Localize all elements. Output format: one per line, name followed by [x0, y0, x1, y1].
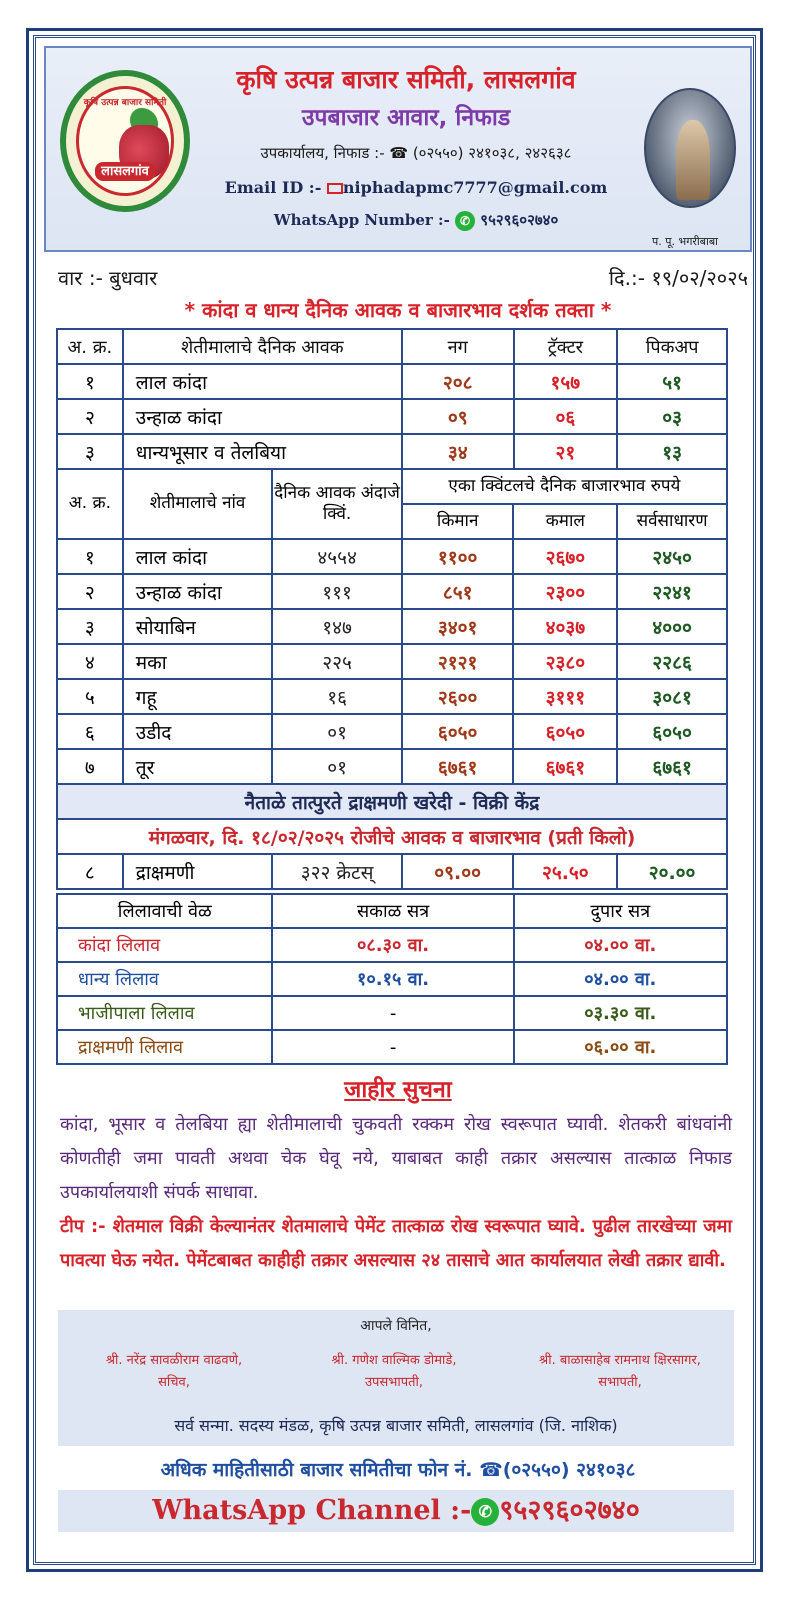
arrivals-header-cell: नग — [402, 329, 514, 364]
logo-arc-text: कृषि उत्पन्न बाजार समिती — [83, 98, 167, 108]
auction-name: भाजीपाला लिलाव — [57, 996, 272, 1030]
auction-name: कांदा लिलाव — [57, 928, 272, 962]
date-label: दि.:- १९/०२/२०२५ — [608, 266, 748, 290]
header-banner — [44, 46, 752, 252]
morning-time: - — [272, 1030, 513, 1064]
tractor-count: ०६ — [514, 399, 618, 434]
arrival-qty: ३२२ क्रेटस् — [272, 854, 402, 889]
page-title: कृषि उत्पन्न बाजार समिती, लासलगांव — [236, 65, 576, 94]
row-number: ७ — [57, 749, 123, 784]
row-number: १ — [57, 364, 123, 399]
whatsapp-number[interactable]: ९५२९६०२७४० — [480, 211, 559, 229]
notice-title: जाहीर सुचना — [344, 1077, 452, 1103]
row-number: ५ — [57, 679, 123, 714]
min-price: ३४०१ — [402, 609, 514, 644]
channel-number[interactable]: ९५२९६०२७४० — [499, 1495, 640, 1526]
prices-header-avg: सर्वसाधारण — [617, 504, 727, 539]
arrival-qty: ०१ — [272, 714, 402, 749]
arrivals-table — [56, 328, 728, 470]
row-number: ३ — [57, 434, 123, 469]
table-row — [57, 644, 727, 679]
notice-tip: टीप :- शेतमाल विक्री केल्यानंतर शेतमालाचे पेमेंट तात्काळ रोख स्वरूपात घ्यावे. पुढील तारखेच्या जमा पावत्या घेऊ नयेत. पेमेंटबाबत काहीही तक्रार असल्यास २४ तासाचे आत कार्यालयात लेखी तक्रार द्यावी. — [60, 1216, 732, 1271]
signature-head: आपले विनित, — [360, 1318, 432, 1334]
email-line — [196, 178, 636, 197]
row-number: ८ — [57, 854, 123, 889]
contact-line[interactable]: अधिक माहितीसाठी बाजार समितीचा फोन नं. ☎(०२५५०) २४१०३८ — [160, 1459, 636, 1481]
min-price: ८५१ — [402, 574, 514, 609]
table-row — [57, 364, 727, 399]
max-price: ४०३७ — [513, 609, 617, 644]
morning-time: १०.१५ वा. — [272, 962, 513, 996]
commodity-name: तूर — [123, 749, 273, 784]
max-price: २६७० — [513, 539, 617, 574]
grape-date-title: मंगळवार, दि. १८/०२/२०२५ रोजीचे आवक व बाजारभाव (प्रती किलो) — [57, 819, 727, 854]
row-number: ६ — [57, 714, 123, 749]
table-row — [57, 539, 727, 574]
table-row — [57, 574, 727, 609]
max-price: ६७६१ — [513, 749, 617, 784]
auction-name: द्राक्षमणी लिलाव — [57, 1030, 272, 1064]
prices-header-max: कमाल — [513, 504, 617, 539]
table-row — [57, 749, 727, 784]
photo-caption: प. पू. भगरीबाबा — [651, 235, 719, 248]
auction-name: धान्य लिलाव — [57, 962, 272, 996]
table-row — [57, 679, 727, 714]
arrivals-header-row — [57, 329, 727, 364]
nag-count: ३४ — [402, 434, 514, 469]
whatsapp-label: WhatsApp Number :- — [273, 211, 456, 229]
signature-role: सचिव, — [158, 1375, 190, 1390]
signature-role: उपसभापती, — [364, 1375, 424, 1390]
commodity-name: सोयाबिन — [123, 609, 273, 644]
morning-time: - — [272, 996, 513, 1030]
min-price: ६७६१ — [402, 749, 514, 784]
tractor-count: २१ — [514, 434, 618, 469]
afternoon-time: ०४.०० वा. — [514, 928, 727, 962]
max-price: २५.५० — [513, 854, 617, 889]
signature-secretary — [64, 1350, 284, 1394]
logo-text: लासलगांव — [95, 162, 155, 181]
row-number: २ — [57, 574, 123, 609]
prices-table — [56, 468, 728, 890]
commodity-name: उन्हाळ कांदा — [123, 399, 402, 434]
commodity-name: द्राक्षमणी — [123, 854, 273, 889]
auction-header-row — [57, 894, 727, 928]
tractor-count: १५७ — [514, 364, 618, 399]
avg-price: ४००० — [617, 609, 727, 644]
afternoon-time: ०३.३० वा. — [514, 996, 727, 1030]
grape-center-title: नैताळे तात्पुरते द्राक्षमणी खरेदी - विक्री केंद्र — [57, 784, 727, 819]
poster-frame — [26, 28, 763, 1572]
signature-vice-chairman — [284, 1350, 504, 1394]
commodity-name: मका — [123, 644, 273, 679]
mail-icon — [327, 183, 343, 194]
email-label: Email ID :- — [224, 178, 327, 197]
afternoon-time: ०४.०० वा. — [514, 962, 727, 996]
avg-price: ६०५० — [617, 714, 727, 749]
notice-body: कांदा, भूसार व तेलबिया ह्या शेतीमालाची चुकवती रक्कम रोख स्वरूपात घ्यावी. शेतकरी बांधवांनी कोणतीही जमा पावती अथवा चेक घेवू नये, याबाबत काही तक्रार असल्यास तात्काळ निफाड उपकार्यालयाशी संपर्क साधावा. — [60, 1114, 732, 1203]
pickup-count: १३ — [617, 434, 727, 469]
arrival-qty: ०१ — [272, 749, 402, 784]
row-number: १ — [57, 539, 123, 574]
auction-header-cell: दुपार सत्र — [514, 894, 727, 928]
row-number: २ — [57, 399, 123, 434]
arrival-qty: २२५ — [272, 644, 402, 679]
board-title: * कांदा व धान्य दैनिक आवक व बाजारभाव दर्शक तक्ता * — [184, 298, 612, 322]
table-row — [57, 609, 727, 644]
office-phone: उपकार्यालय, निफाड :- ☎ (०२५५०) २४१०३८, २४२६३८ — [260, 144, 572, 162]
logo-ring — [76, 86, 174, 196]
page-subtitle: उपबाजार आवार, निफाड — [301, 105, 511, 131]
arrivals-header-cell: शेतीमालाचे दैनिक आवक — [123, 329, 402, 364]
row-number: ४ — [57, 644, 123, 679]
prices-header-no: अ. क्र. — [57, 469, 123, 539]
pickup-count: ०३ — [617, 399, 727, 434]
max-price: ६०५० — [513, 714, 617, 749]
table-row — [57, 714, 727, 749]
min-price: २१२१ — [402, 644, 514, 679]
signature-name: श्री. नरेंद्र सावळीराम वाढवणे, — [105, 1353, 243, 1368]
whatsapp-channel[interactable] — [58, 1490, 734, 1532]
avg-price: ३०८१ — [617, 679, 727, 714]
grape-date-band — [57, 819, 727, 854]
auction-table — [56, 893, 728, 1065]
prices-header-min: किमान — [402, 504, 514, 539]
commodity-name: लाल कांदा — [123, 539, 273, 574]
min-price: ११०० — [402, 539, 514, 574]
nag-count: ०९ — [402, 399, 514, 434]
signature-chairman — [510, 1350, 730, 1394]
email-address[interactable]: niphadapmc7777@gmail.com — [342, 178, 608, 197]
table-row — [57, 854, 727, 889]
photo-figure — [676, 120, 710, 200]
table-row — [57, 996, 727, 1030]
auction-header-cell: लिलावाची वेळ — [57, 894, 272, 928]
auction-header-cell: सकाळ सत्र — [272, 894, 513, 928]
max-price: २३०० — [513, 574, 617, 609]
signature-role: सभापती, — [598, 1375, 642, 1390]
commodity-name: उन्हाळ कांदा — [123, 574, 273, 609]
arrivals-header-cell: पिकअप — [617, 329, 727, 364]
table-row — [57, 1030, 727, 1064]
prices-header-row — [57, 469, 727, 504]
max-price: २३८० — [513, 644, 617, 679]
avg-price: २२४१ — [617, 574, 727, 609]
avg-price: ६७६१ — [617, 749, 727, 784]
arrival-qty: १४७ — [272, 609, 402, 644]
afternoon-time: ०६.०० वा. — [514, 1030, 727, 1064]
whatsapp-line — [196, 210, 636, 231]
prices-header-rate: एका क्विंटलचे दैनिक बाजारभाव रुपये — [402, 469, 727, 504]
signature-box — [58, 1310, 734, 1446]
arrival-qty: १६ — [272, 679, 402, 714]
signature-name: श्री. बाळासाहेब रामनाथ क्षिरसागर, — [539, 1353, 701, 1368]
grape-center-band — [57, 784, 727, 819]
poster-inner-frame — [33, 35, 756, 1565]
whatsapp-icon: ✆ — [455, 211, 475, 231]
apmc-logo — [60, 70, 190, 212]
whatsapp-icon: ✆ — [471, 1498, 499, 1526]
table-row — [57, 399, 727, 434]
arrival-qty: १११ — [272, 574, 402, 609]
arrivals-header-cell: अ. क्र. — [57, 329, 123, 364]
row-number: ३ — [57, 609, 123, 644]
avg-price: २२८६ — [617, 644, 727, 679]
signature-footer: सर्व सन्मा. सदस्य मंडळ, कृषि उत्पन्न बाजार समिती, लासलगांव (जि. नाशिक) — [174, 1416, 618, 1435]
table-row — [57, 434, 727, 469]
min-price: ६०५० — [402, 714, 514, 749]
day-label: वार :- बुधवार — [58, 266, 158, 290]
min-price: २६०० — [402, 679, 514, 714]
avg-price: २०.०० — [617, 854, 727, 889]
commodity-name: उडीद — [123, 714, 273, 749]
table-row — [57, 928, 727, 962]
signature-name: श्री. गणेश वाल्मिक डोमाडे, — [331, 1353, 457, 1368]
arrival-qty: ४५५४ — [272, 539, 402, 574]
morning-time: ०८.३० वा. — [272, 928, 513, 962]
max-price: ३१११ — [513, 679, 617, 714]
min-price: ०९.०० — [402, 854, 514, 889]
arrivals-header-cell: ट्रॅक्टर — [514, 329, 618, 364]
commodity-name: धान्यभूसार व तेलबिया — [123, 434, 402, 469]
avg-price: २४५० — [617, 539, 727, 574]
prices-header-qty: दैनिक आवक अंदाजे क्विं. — [272, 469, 402, 539]
date-row — [44, 264, 752, 296]
prices-header-name: शेतीमालाचे नांव — [123, 469, 273, 539]
saint-photo — [644, 88, 736, 208]
commodity-name: लाल कांदा — [123, 364, 402, 399]
pickup-count: ५१ — [617, 364, 727, 399]
commodity-name: गहू — [123, 679, 273, 714]
table-row — [57, 962, 727, 996]
channel-label: WhatsApp Channel :- — [152, 1495, 472, 1526]
nag-count: २०८ — [402, 364, 514, 399]
